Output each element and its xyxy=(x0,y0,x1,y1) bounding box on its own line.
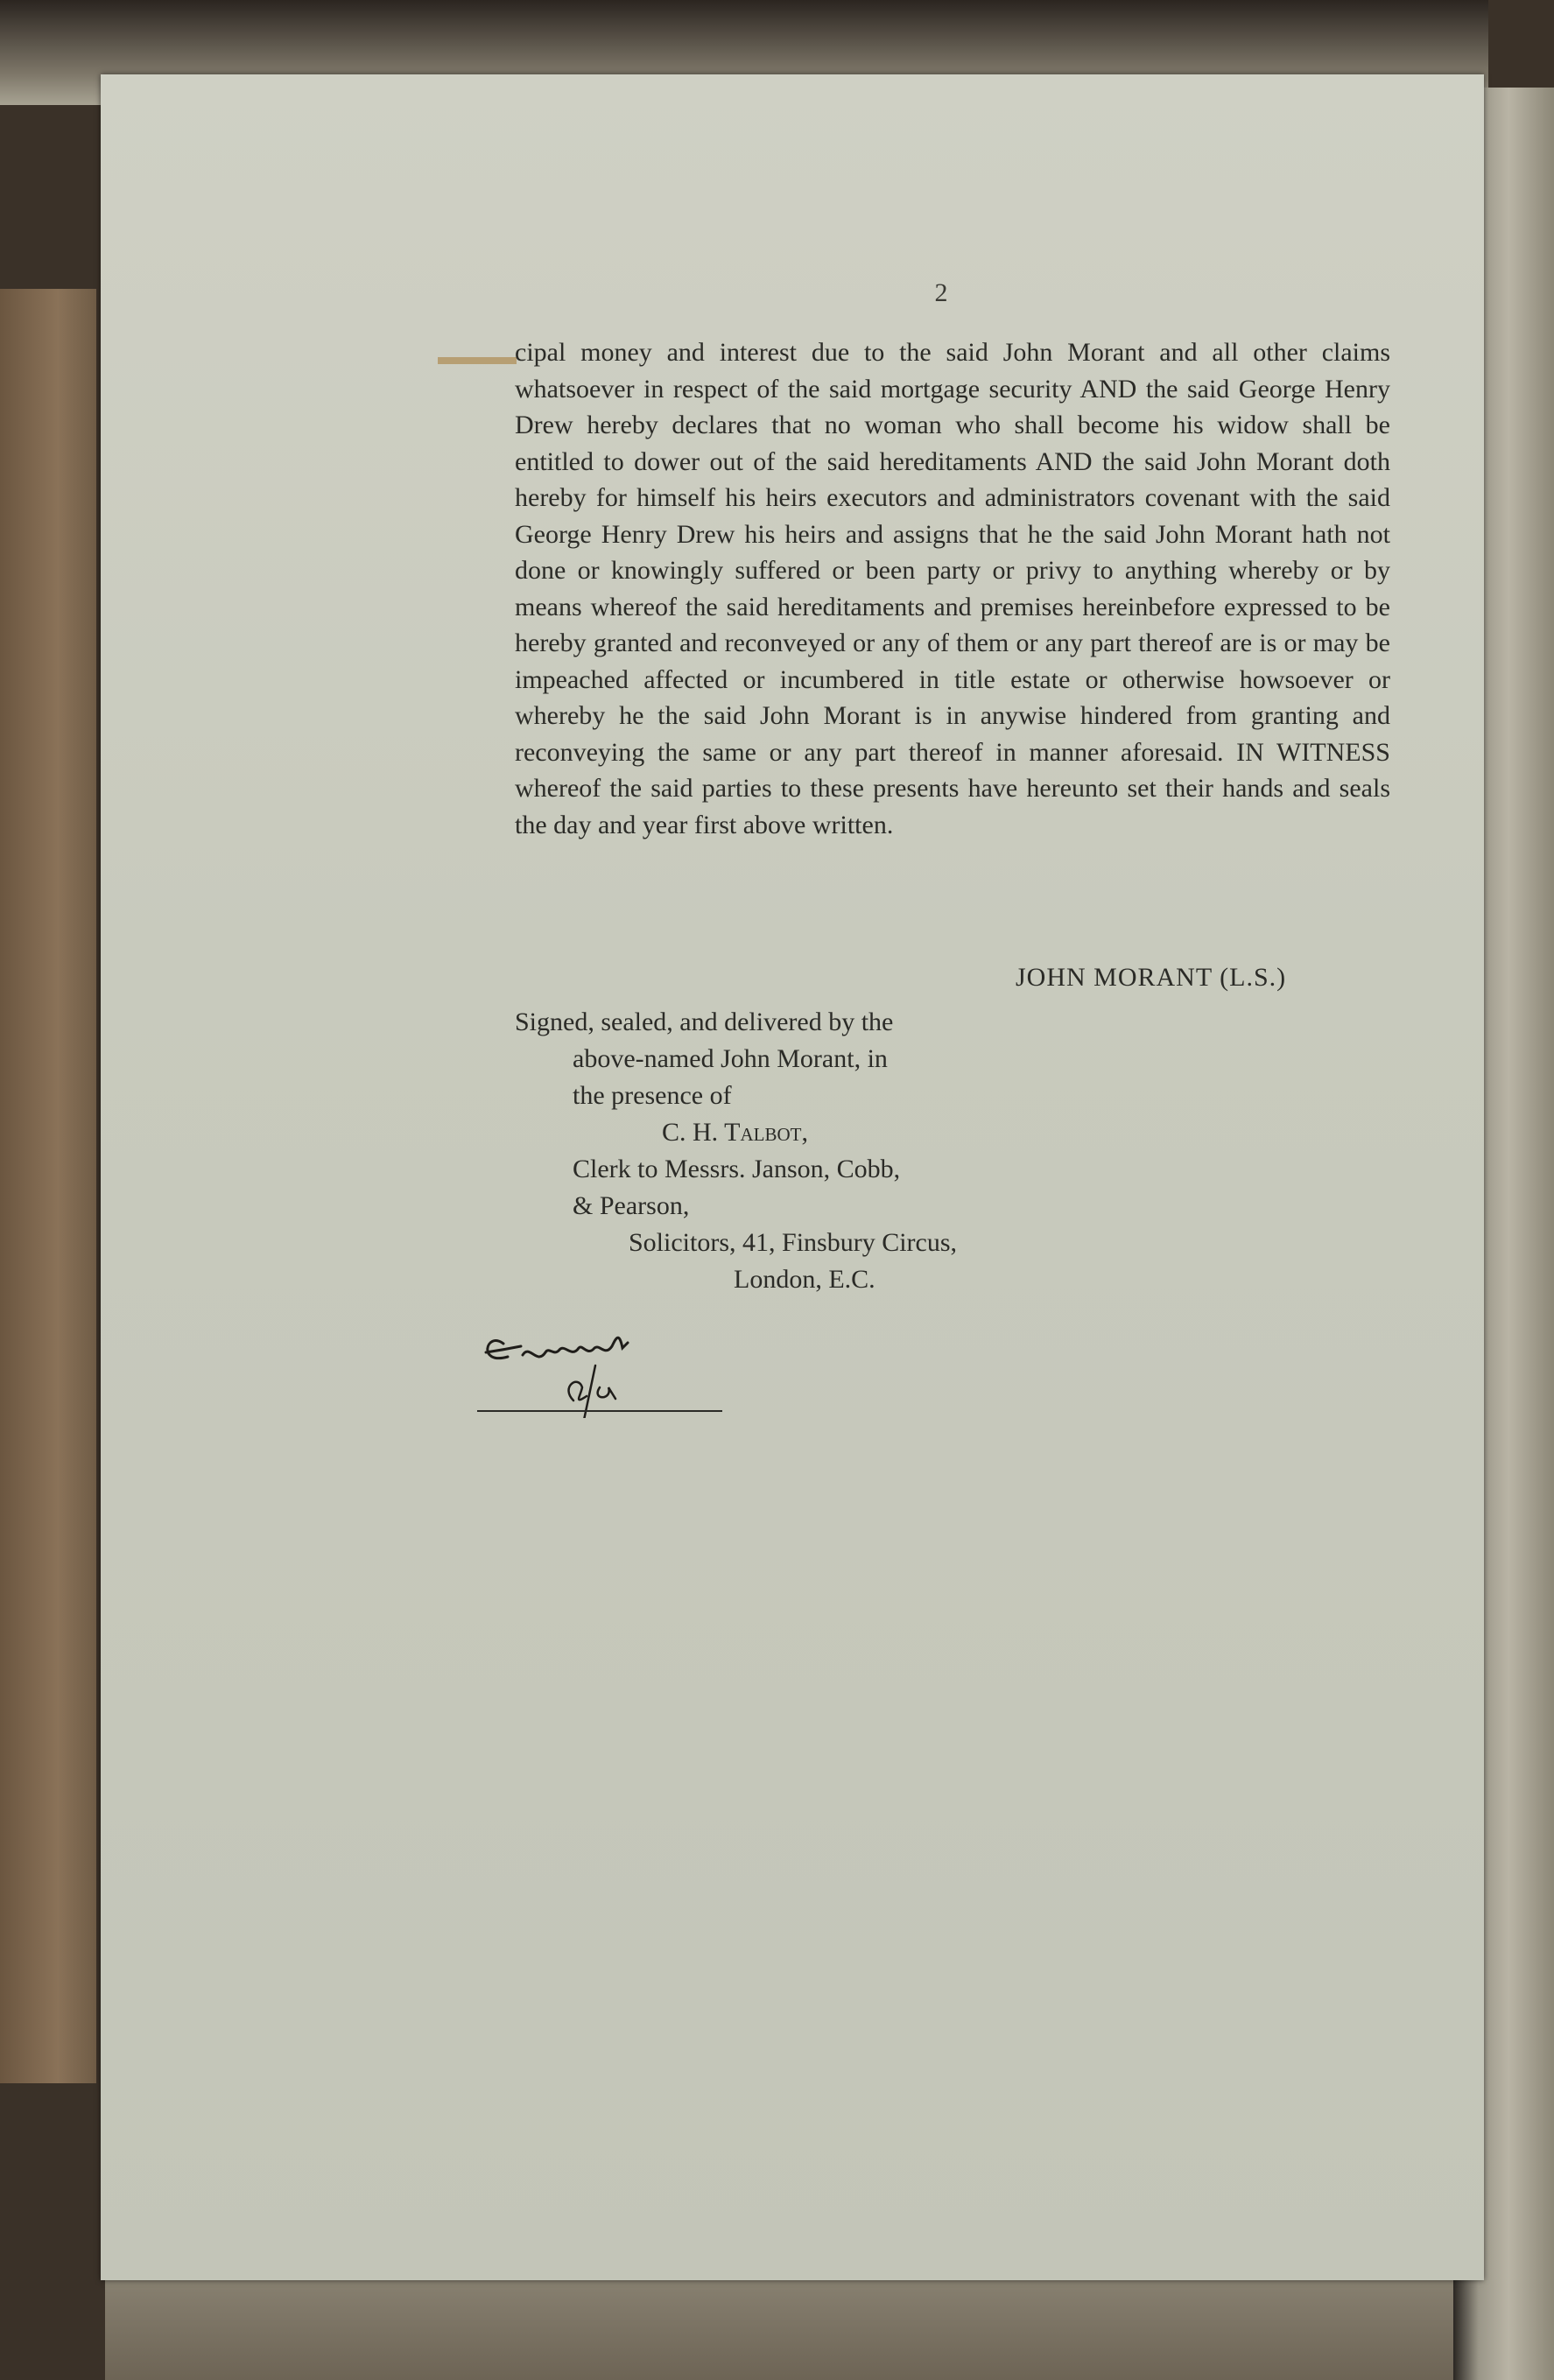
attestation-line: Signed, sealed, and delivered by the xyxy=(515,1007,894,1036)
attestation-line: above-named John Morant, in xyxy=(573,1044,888,1073)
backdrop-left xyxy=(0,289,96,2083)
attestation-line: Clerk to Messrs. Janson, Cobb, xyxy=(573,1155,901,1183)
attestation-line: Solicitors, 41, Finsbury Circus, xyxy=(629,1228,958,1257)
witness-name: C. H. Talbot, xyxy=(662,1118,808,1147)
handwritten-examined-mark xyxy=(468,1304,731,1418)
handwritten-signature-icon xyxy=(468,1304,731,1418)
attestation-line: the presence of xyxy=(573,1081,732,1110)
signature-name: JOHN MORANT (L.S.) xyxy=(1016,963,1287,992)
page-number: 2 xyxy=(934,278,948,307)
deed-body-text xyxy=(515,334,1390,843)
attestation-line: & Pearson, xyxy=(573,1191,690,1220)
attestation-clause xyxy=(515,1004,1058,1298)
tape-mark xyxy=(438,357,517,364)
deed-paragraph: cipal money and interest due to the said John Morant and all other claims whatsoever in respect of the said mortgage security AND the said George Henry Drew hereby declares that no woman who shall become his widow shall be entitled to dower out of the said hereditaments AND the said John Morant doth hereby for himself his heirs executors and administrators covenant with the said George Henry Drew his heirs and assigns that he the said John Morant hath not done or knowingly suffered or been party or privy to anything whereby or by means whereof the said hereditaments and premises hereinbefore expressed to be hereby granted and reconveyed or any of them or any part thereof are is or may be impeached affected or incumbered in title estate or otherwise howsoever or whereby he the said John Morant is in anywise hindered from granting and reconveying the same or any part thereof in manner aforesaid. IN WITNESS whereof the said parties to these presents have hereunto set their hands and seals the day and year first above written. xyxy=(515,338,1390,839)
attestation-line: London, E.C. xyxy=(734,1265,875,1294)
